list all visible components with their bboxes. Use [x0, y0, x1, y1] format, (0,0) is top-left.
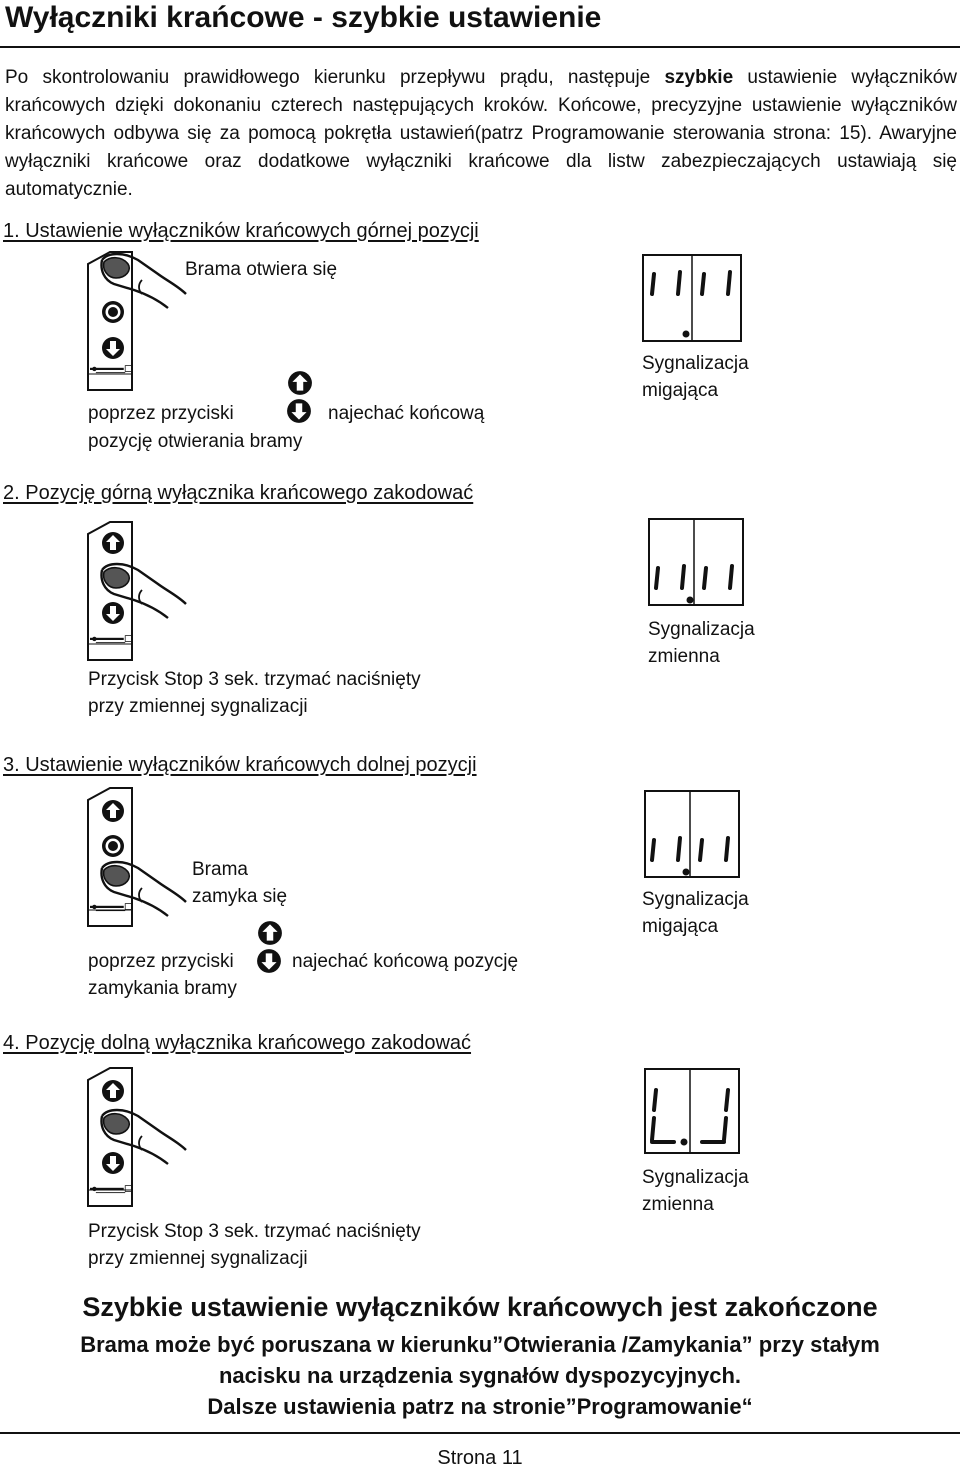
arrow-down-button-icon: [256, 948, 282, 974]
step-2-signal-line-1: Sygnalizacja: [648, 619, 755, 640]
step-1-signal-line-2: migająca: [642, 380, 719, 401]
conclusion-title: Szybkie ustawienie wyłączników krańcowych jest zakończone: [82, 1292, 878, 1322]
step-3-signal-line-1: Sygnalizacja: [642, 889, 749, 910]
conclusion-text-line-3: Dalsze ustawienia patrz na stronie”Programowanie“: [207, 1394, 753, 1419]
seven-segment-display-icon: [644, 790, 740, 882]
arrow-up-button-icon: [257, 920, 283, 946]
step-2-instruction-1: Przycisk Stop 3 sek. trzymać naciśnięty: [88, 669, 421, 690]
step-1-caption: Brama otwiera się: [185, 259, 338, 280]
arrow-up-button-icon: [287, 370, 313, 396]
seven-segment-display-icon: [648, 518, 744, 610]
arrow-up-button-icon[interactable]: [101, 531, 125, 555]
step-4-instruction-2: przy zmiennej sygnalizacji: [88, 1248, 308, 1269]
step-1-instruction-b: najechać końcową: [328, 403, 485, 424]
step-2-signal-line-2: zmienna: [648, 646, 720, 667]
step-4-signal-line-1: Sygnalizacja: [642, 1167, 749, 1188]
brand-logo-icon: [90, 1184, 134, 1196]
step-3-caption-line-1: Brama: [192, 859, 248, 880]
step-1-heading: 1. Ustawienie wyłączników krańcowych górnej pozycji: [3, 220, 479, 242]
step-4-heading: 4. Pozycję dolną wyłącznika krańcowego zakodować: [3, 1032, 472, 1054]
brand-logo-icon: [90, 902, 134, 914]
arrow-up-button-icon[interactable]: [101, 799, 125, 823]
step-2-heading: 2. Pozycję górną wyłącznika krańcowego zakodować: [3, 482, 474, 504]
conclusion-text-line-2: nacisku na urządzenia sygnałów dyspozycyjnych.: [218, 1363, 742, 1388]
conclusion-text-line-1: Brama może być poruszana w kierunku”Otwierania /Zamykania” przy stałym: [80, 1332, 880, 1357]
intro-bold-word: szybkie: [664, 67, 734, 88]
page-title: Wyłączniki krańcowe - szybkie ustawienie: [5, 1, 602, 34]
footer-divider: [0, 1432, 960, 1434]
brand-logo-icon: [90, 634, 134, 646]
seven-segment-display-icon: [642, 254, 742, 346]
page-number: Strona 11: [437, 1447, 523, 1469]
step-3-caption-line-2: zamyka się: [192, 886, 288, 907]
title-divider: [0, 46, 960, 48]
arrow-down-button-icon[interactable]: [101, 336, 125, 360]
arrow-down-button-icon[interactable]: [101, 601, 125, 625]
step-3-instruction-a: poprzez przyciski: [88, 951, 234, 972]
stop-button-icon[interactable]: [101, 300, 125, 324]
intro-paragraph: Po skontrolowaniu prawidłowego kierunku przepływu prądu, następuje szybkie ustawienie wyłączników krańcowych dzięki dokonaniu czterech następujących kroków. Końcowe, precyzyjne ustawienie wyłączników krańcowych odbywa się za pomocą pokrętła ustawień(patrz Programowanie sterowania strona: 15). Awaryjne wyłączniki krańcowe oraz dodatkowe wyłączniki krańcowe dla listw zabezpieczających ustawiają się automatycznie.: [5, 67, 957, 200]
step-1-instruction-c: pozycję otwierania bramy: [88, 431, 303, 452]
arrow-up-button-icon[interactable]: [101, 1079, 125, 1103]
step-3-instruction-b: najechać końcową pozycję: [292, 951, 519, 972]
arrow-down-button-icon: [286, 398, 312, 424]
step-3-instruction-c: zamykania bramy: [88, 978, 237, 999]
arrow-down-button-icon[interactable]: [101, 1151, 125, 1175]
step-3-heading: 3. Ustawienie wyłączników krańcowych dolnej pozycji: [3, 754, 477, 776]
stop-button-icon[interactable]: [101, 834, 125, 858]
step-4-signal-line-2: zmienna: [642, 1194, 714, 1215]
step-1-signal-line-1: Sygnalizacja: [642, 353, 749, 374]
seven-segment-display-icon: [644, 1068, 740, 1156]
step-2-instruction-2: przy zmiennej sygnalizacji: [88, 696, 308, 717]
brand-logo-icon: [90, 364, 134, 376]
step-4-instruction-1: Przycisk Stop 3 sek. trzymać naciśnięty: [88, 1221, 421, 1242]
step-3-signal-line-2: migająca: [642, 916, 719, 937]
step-1-instruction-a: poprzez przyciski: [88, 403, 234, 424]
